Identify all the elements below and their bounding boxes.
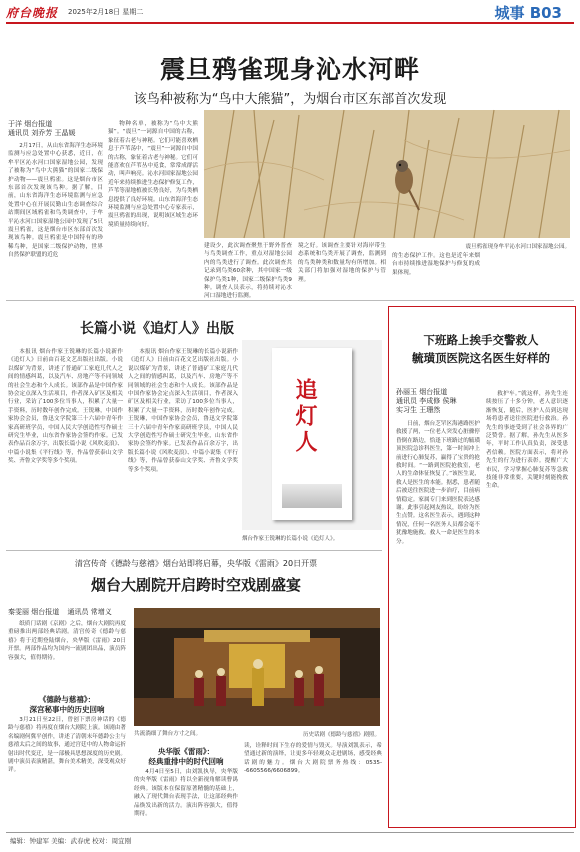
book-cover-photo [242,340,382,530]
section-divider [6,550,382,551]
side-headline-1: 下班路上挨手交警救人 [423,333,539,347]
byline-line: 通讯员 刘乔芳 王晶媛 [8,129,76,137]
theater-subhead-2: 央华版《雷雨》： [157,747,215,756]
main-subheadline: 该鸟种被称为“鸟中大熊猫”，为烟台市区东部首次发现 [133,92,447,107]
main-col3: 建设少，此次调查聚焦于野外普查与鸟类调查工作，重点对湿地公园内的鸟类进行了调查。此次调查共记录到鸟类60余种，其中国家一级保护鸟类1种，国家二级保护鸟类9种。调查人员表示，将持续对沁水河口湿地进行监测。 [204,243,292,300]
main-col5: 的生态保护工作。这也是近年来烟台市持续推进湿地保护与修复的成果体现。 [392,253,480,276]
footer-rule [6,832,574,833]
theater-subhead-1: 《德龄与慈禧》： [38,695,96,704]
byline-line: 孙丽玉 烟台报道 [396,388,448,396]
book-cover-art [282,484,342,508]
byline-line: 秦雯丽 烟台报道 [8,608,60,616]
main-byline [8,120,98,138]
novel-body-col1: 本报讯 烟台作家王锐琳的长篇小说新作《追灯人》日前由百花文艺出版社出版。小说以煤矿为背景，讲述了普通矿工家庭几代人之间的情感纠葛，以及汽车、房地产等不同领域的社会生态和个人成长。该部作品是中国作家协会定点深入生活项目，作者深入矿区及相关行业，采访了100多位当事人，积累了大量一手资料，历时数年创作完成。王锐琳，中国作家协会会员，鲁迅文学院第三十六届中青年作家高研班学员，中国人民大学创造性写作硕士研究生毕业，山东省作家协会签约作家。已发表作品百余万字，出版长篇小说《风吹麦浪》、中篇小说集《平行线》等，作品曾获泰山文学奖、齐鲁文学奖等多个奖项。 [8,349,123,465]
section-header [494,2,562,23]
theater-col-b: 共流淌细了舞台方寸之间。 [134,731,202,737]
theater-intro: 纸质门话剧《京剧》之后，烟台大剧院再度重磅推出两部经典话剧。清宫传奇《德龄与慈禧》将于近期登陆烟台，央华版《雷雨》20日开票。两部作品均为国内一流剧团出品，演员阵容强大，值得期待。 [8,621,126,661]
theater-photo [134,608,380,726]
side-body-col1: 日前，烟台芝罘区海港路医护救援了两，一位老人突发心脏骤停昏倒在路边，恰逢下班路过的毓璜顶医院急诊科医生，第一时间冲上前进行心肺复苏，赢得了宝贵的抢救时间。“一路到医院抢救室，老人的生命体征恢复了。”该医生说，救人是医生的本能。据悉，患者随后被送往医院进一步治疗，目前病情稳定。家属专门来到医院表达感谢。此事引起网友热议，纷纷为医生点赞。这名医生表示，遇到这种情况，任何一名医务人员都会毫不犹豫地施救。救人一命是医生的本分。 [396,421,481,545]
theater-kicker: 清宫传奇《德龄与慈禧》烟台站即将启幕，央华版《雷雨》20日开票 [74,559,318,568]
main-col1: 2月17日，从山东省海洋生态环境监测与应急处置中心获悉，近日，在牟平区沁水河口国家湿地公园，发现了被称为“鸟中大熊猫”的国家二级保护动物——震旦鸦雀。这是烟台市区东部首次发现该鸟种。据了解，目前，山东省海洋生态环境监测与应急处置中心在开展民勤山生态调查综合站期间区域鸦雀和鸟类调查中，于牟平沁水河口国家湿地公园中发现了5只震旦鸦雀，这是烟台市区东部首次发现该鸟种。震旦鸦雀是中国特有的珍稀鸟种，是国家二级保护动物，世界自然保护联盟的近危 [8,143,103,259]
main-col4: 境之好。该调查主要针对海岸带生态系统和鸟类开展了调查，监测到的鸟类种类和数量均有所增加。相关部门将加强对湿地的保护与管理。 [298,243,386,283]
side-headline-2: 毓璜顶医院这名医生好样的 [412,351,550,365]
theater-col-a: 3月21日至22日，曾创下票房神话的《德龄与慈禧》将再度在烟台大剧院上演。该剧由著名编剧何冀平创作，讲述了清朝末年德龄公主与慈禧太后之间的故事，通过宫廷中的人物命运折射出时代变迁，是一部极具思想深度的历史剧。剧中演员表演精湛，舞台美术精美，深受观众好评。 [8,717,126,774]
page-code: B03 [529,4,562,22]
side-byline [396,388,481,415]
stage-illustration [134,608,380,726]
byline-line: 通讯员 常增义 [67,608,112,616]
byline-line: 实习生 王珊然 [396,406,441,414]
side-body-col2: 救护车。”就这样，孙先生连续按压了十多分钟，老人意识逐渐恢复，随后，医护人员到达现场将患者送往医院进行救治。孙先生的事迹受到了社会各界的广泛赞誉。据了解，孙先生从医多年，平时工作认真负责，深受患者信赖。医院方面表示，将对孙先生的行为进行表彰。提醒广大市民，学习掌握心肺复苏等急救技能非常重要，关键时刻能挽救生命。 [486,391,568,490]
byline-line: 于洋 烟台报道 [8,120,53,128]
main-headline: 震旦鸦雀现身沁水河畔 [159,55,420,84]
footer-credits: 编辑：钟建军 美编：武春虎 校对：周宜刚 [10,837,132,845]
novel-headline: 长篇小说《追灯人》出版 [80,321,234,337]
issue-date: 2025年2月18日 星期二 [68,8,144,16]
novel-body-col2: 本报讯 烟台作家王锐琳的长篇小说新作《追灯人》日前由百花文艺出版社出版。小说以煤矿为背景，讲述了普通矿工家庭几代人之间的情感纠葛，以及汽车、房地产等不同领域的社会生态和个人成长。该部作品是中国作家协会定点深入生活项目，作者深入矿区及相关行业，采访了100多位当事人，积累了大量一手资料，历时数年创作完成。王锐琳，中国作家协会会员，鲁迅文学院第三十六届中青年作家高研班学员，中国人民大学创造性写作硕士研究生毕业，山东省作家协会签约作家。已发表作品百余万字，出版长篇小说《风吹麦浪》、中篇小说集《平行线》等，作品曾获泰山文学奖、齐鲁文学奖等多个奖项。 [128,349,238,473]
book-title: 追灯人 [292,378,318,456]
theater-headline: 烟台大剧院开启跨时空戏剧盛宴 [90,576,301,594]
theater-col-d: 读，诠释时间下生存的爱情与毁灭。导演刘凯表示，希望通过新的演绎，让更多年轻观众走进剧场，感受经典话剧的魅力。烟台大剧院票务热线：0535--6605566/6606899。 [244,743,382,775]
newspaper-logo: 府台晚报 [6,6,59,20]
main-col2: 物种名单，被称为“鸟中大熊猫”。“震旦”一词源自中国的古称，象征着古老与神秘。它们可能喜欢栖息于芦苇荡中，“震旦”一词源自中国的古称，象征着古老与神秘。它们可能喜欢在芦苇丛中觅食，常常成群活动，叫声响亮。沁水河国家湿地公园近年来持续推进生态保护修复工作，芦苇等湿地植被长势良好，为鸟类栖息提供了良好环境。山东省海洋生态环境监测与应急处置中心专家表示，震旦鸦雀的出现，说明该区域生态环境质量持续向好。 [108,121,198,228]
header-rule [6,22,574,24]
book-caption: 烟台作家王锐琳的长篇小说《追灯人》。 [242,536,339,542]
theater-subhead-2b: 经典重排中的时代回响 [148,757,224,766]
section-divider [6,300,574,301]
book-cover [272,348,352,520]
theater-photo-caption: 历史话剧《德龄与慈禧》剧照。 [302,732,380,738]
theater-subhead-1b: 深宫秘事中的历史回响 [29,705,105,714]
byline-line: 通讯员 李成修 侯琳 [396,397,457,405]
bird-photo [204,110,570,238]
bird-photo-caption: 震旦鸦雀现身牟平沁水河口国家湿地公园。 [465,244,570,250]
section-label: 城事 [494,4,525,22]
reed-illustration [204,110,570,238]
theater-col-c: 4月4日至5日，由刘凯执导，央华版的央华版《雷雨》将以全新视角解读曹禺经典。该版本在保留原著精髓的基础上，融入了现代舞台表现手法，让这部经典作品焕发出新的活力。演出阵容强大，值得期待。 [134,769,238,818]
